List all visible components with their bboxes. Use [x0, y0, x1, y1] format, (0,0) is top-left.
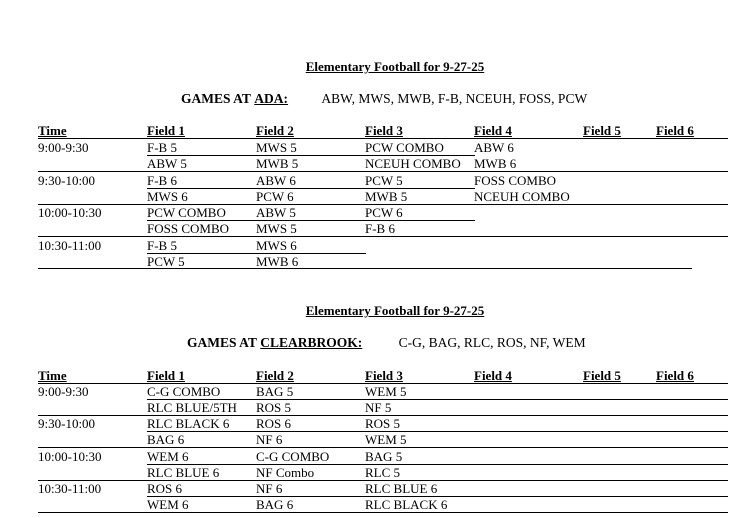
header-field-5: Field 5: [583, 123, 621, 138]
game-cell: F-B 5: [147, 140, 177, 155]
time-slot: 9:30-10:00: [38, 416, 96, 431]
game-cell: BAG 6: [147, 432, 185, 447]
game-cell: NF 6: [256, 432, 283, 447]
game-cell: RLC BLACK 6: [365, 497, 448, 512]
game-cell: ROS 5: [256, 400, 292, 415]
game-cell: RLC BLUE/5TH: [147, 400, 237, 415]
game-cell: NF Combo: [256, 465, 315, 480]
game-cell: MWB 5: [256, 156, 299, 171]
game-cell: RLC BLACK 6: [147, 416, 230, 431]
game-cell: NF 6: [256, 481, 283, 496]
game-cell: MWB 5: [365, 189, 408, 204]
header-field-2: Field 2: [256, 368, 294, 383]
slot-rule: [38, 512, 728, 513]
game-cell: WEM 6: [147, 449, 189, 464]
game-cell: C-G COMBO: [147, 384, 221, 399]
header-field-1: Field 1: [147, 368, 185, 383]
schedule-title: Elementary Football for 9-27-25: [305, 59, 485, 74]
game-cell: F-B 6: [365, 221, 395, 236]
header-field-1: Field 1: [147, 123, 185, 138]
game-cell: BAG 5: [256, 384, 294, 399]
game-cell: MWS 5: [256, 140, 297, 155]
game-cell: ABW 6: [474, 140, 514, 155]
game-cell: MWB 6: [256, 254, 299, 269]
game-cell: F-B 6: [147, 173, 177, 188]
games-at-label: GAMES AT: [187, 335, 257, 350]
header-field-6: Field 6: [656, 368, 694, 383]
time-slot: 10:30-11:00: [38, 481, 102, 496]
team-list: ABW, MWS, MWB, F-B, NCEUH, FOSS, PCW: [321, 91, 588, 106]
time-slot: 10:30-11:00: [38, 238, 102, 253]
game-cell: NF 5: [365, 400, 392, 415]
game-cell: ABW 5: [147, 156, 187, 171]
time-slot: 9:30-10:00: [38, 173, 96, 188]
time-slot: 10:00-10:30: [38, 449, 102, 464]
site-name: CLEARBROOK:: [260, 335, 363, 350]
time-slot: 10:00-10:30: [38, 205, 102, 220]
time-slot: 9:00-9:30: [38, 140, 89, 155]
game-cell: C-G COMBO: [256, 449, 330, 464]
row-divider: [147, 188, 475, 189]
games-at-label: GAMES AT: [181, 91, 251, 106]
header-field-6: Field 6: [656, 123, 694, 138]
game-cell: RLC 5: [365, 465, 401, 480]
header-field-3: Field 3: [365, 123, 403, 138]
game-cell: PCW 6: [256, 189, 294, 204]
header-field-2: Field 2: [256, 123, 294, 138]
game-cell: ABW 5: [256, 205, 296, 220]
header-field-4: Field 4: [474, 368, 512, 383]
game-cell: PCW COMBO: [147, 205, 226, 220]
game-cell: PCW 6: [365, 205, 403, 220]
game-cell: MWS 5: [256, 221, 297, 236]
game-cell: MWS 6: [256, 238, 297, 253]
slot-rule: [38, 236, 728, 237]
slot-rule: [38, 171, 728, 172]
site-name: ADA:: [254, 91, 289, 106]
header-time: Time: [38, 368, 67, 383]
header-field-4: Field 4: [474, 123, 512, 138]
game-cell: PCW 5: [147, 254, 185, 269]
header-field-3: Field 3: [365, 368, 403, 383]
game-cell: F-B 5: [147, 238, 177, 253]
game-cell: WEM 5: [365, 384, 407, 399]
row-divider: [147, 431, 728, 432]
game-cell: RLC BLUE 6: [147, 465, 220, 480]
game-cell: ROS 6: [256, 416, 292, 431]
game-cell: BAG 5: [365, 449, 403, 464]
game-cell: ROS 6: [147, 481, 183, 496]
game-cell: ABW 6: [256, 173, 296, 188]
game-cell: WEM 5: [365, 432, 407, 447]
games-at-line: [181, 91, 587, 107]
game-cell: WEM 6: [147, 497, 189, 512]
header-time: Time: [38, 123, 67, 138]
games-at-line: [187, 335, 586, 351]
game-cell: NCEUH COMBO: [365, 156, 461, 171]
game-cell: MWB 6: [474, 156, 517, 171]
game-cell: BAG 6: [256, 497, 294, 512]
game-cell: NCEUH COMBO: [474, 189, 570, 204]
game-cell: MWS 6: [147, 189, 188, 204]
slot-rule: [38, 447, 728, 448]
row-divider: [147, 464, 728, 465]
game-cell: FOSS COMBO: [474, 173, 557, 188]
header-field-5: Field 5: [583, 368, 621, 383]
game-cell: RLC BLUE 6: [365, 481, 438, 496]
game-cell: ROS 5: [365, 416, 401, 431]
game-cell: PCW COMBO: [365, 140, 444, 155]
team-list: C-G, BAG, RLC, ROS, NF, WEM: [398, 335, 586, 350]
schedule-title: Elementary Football for 9-27-25: [305, 303, 485, 318]
header-rule: [38, 138, 728, 139]
game-cell: FOSS COMBO: [147, 221, 230, 236]
slot-rule: [38, 268, 692, 269]
game-cell: PCW 5: [365, 173, 403, 188]
time-slot: 9:00-9:30: [38, 384, 89, 399]
